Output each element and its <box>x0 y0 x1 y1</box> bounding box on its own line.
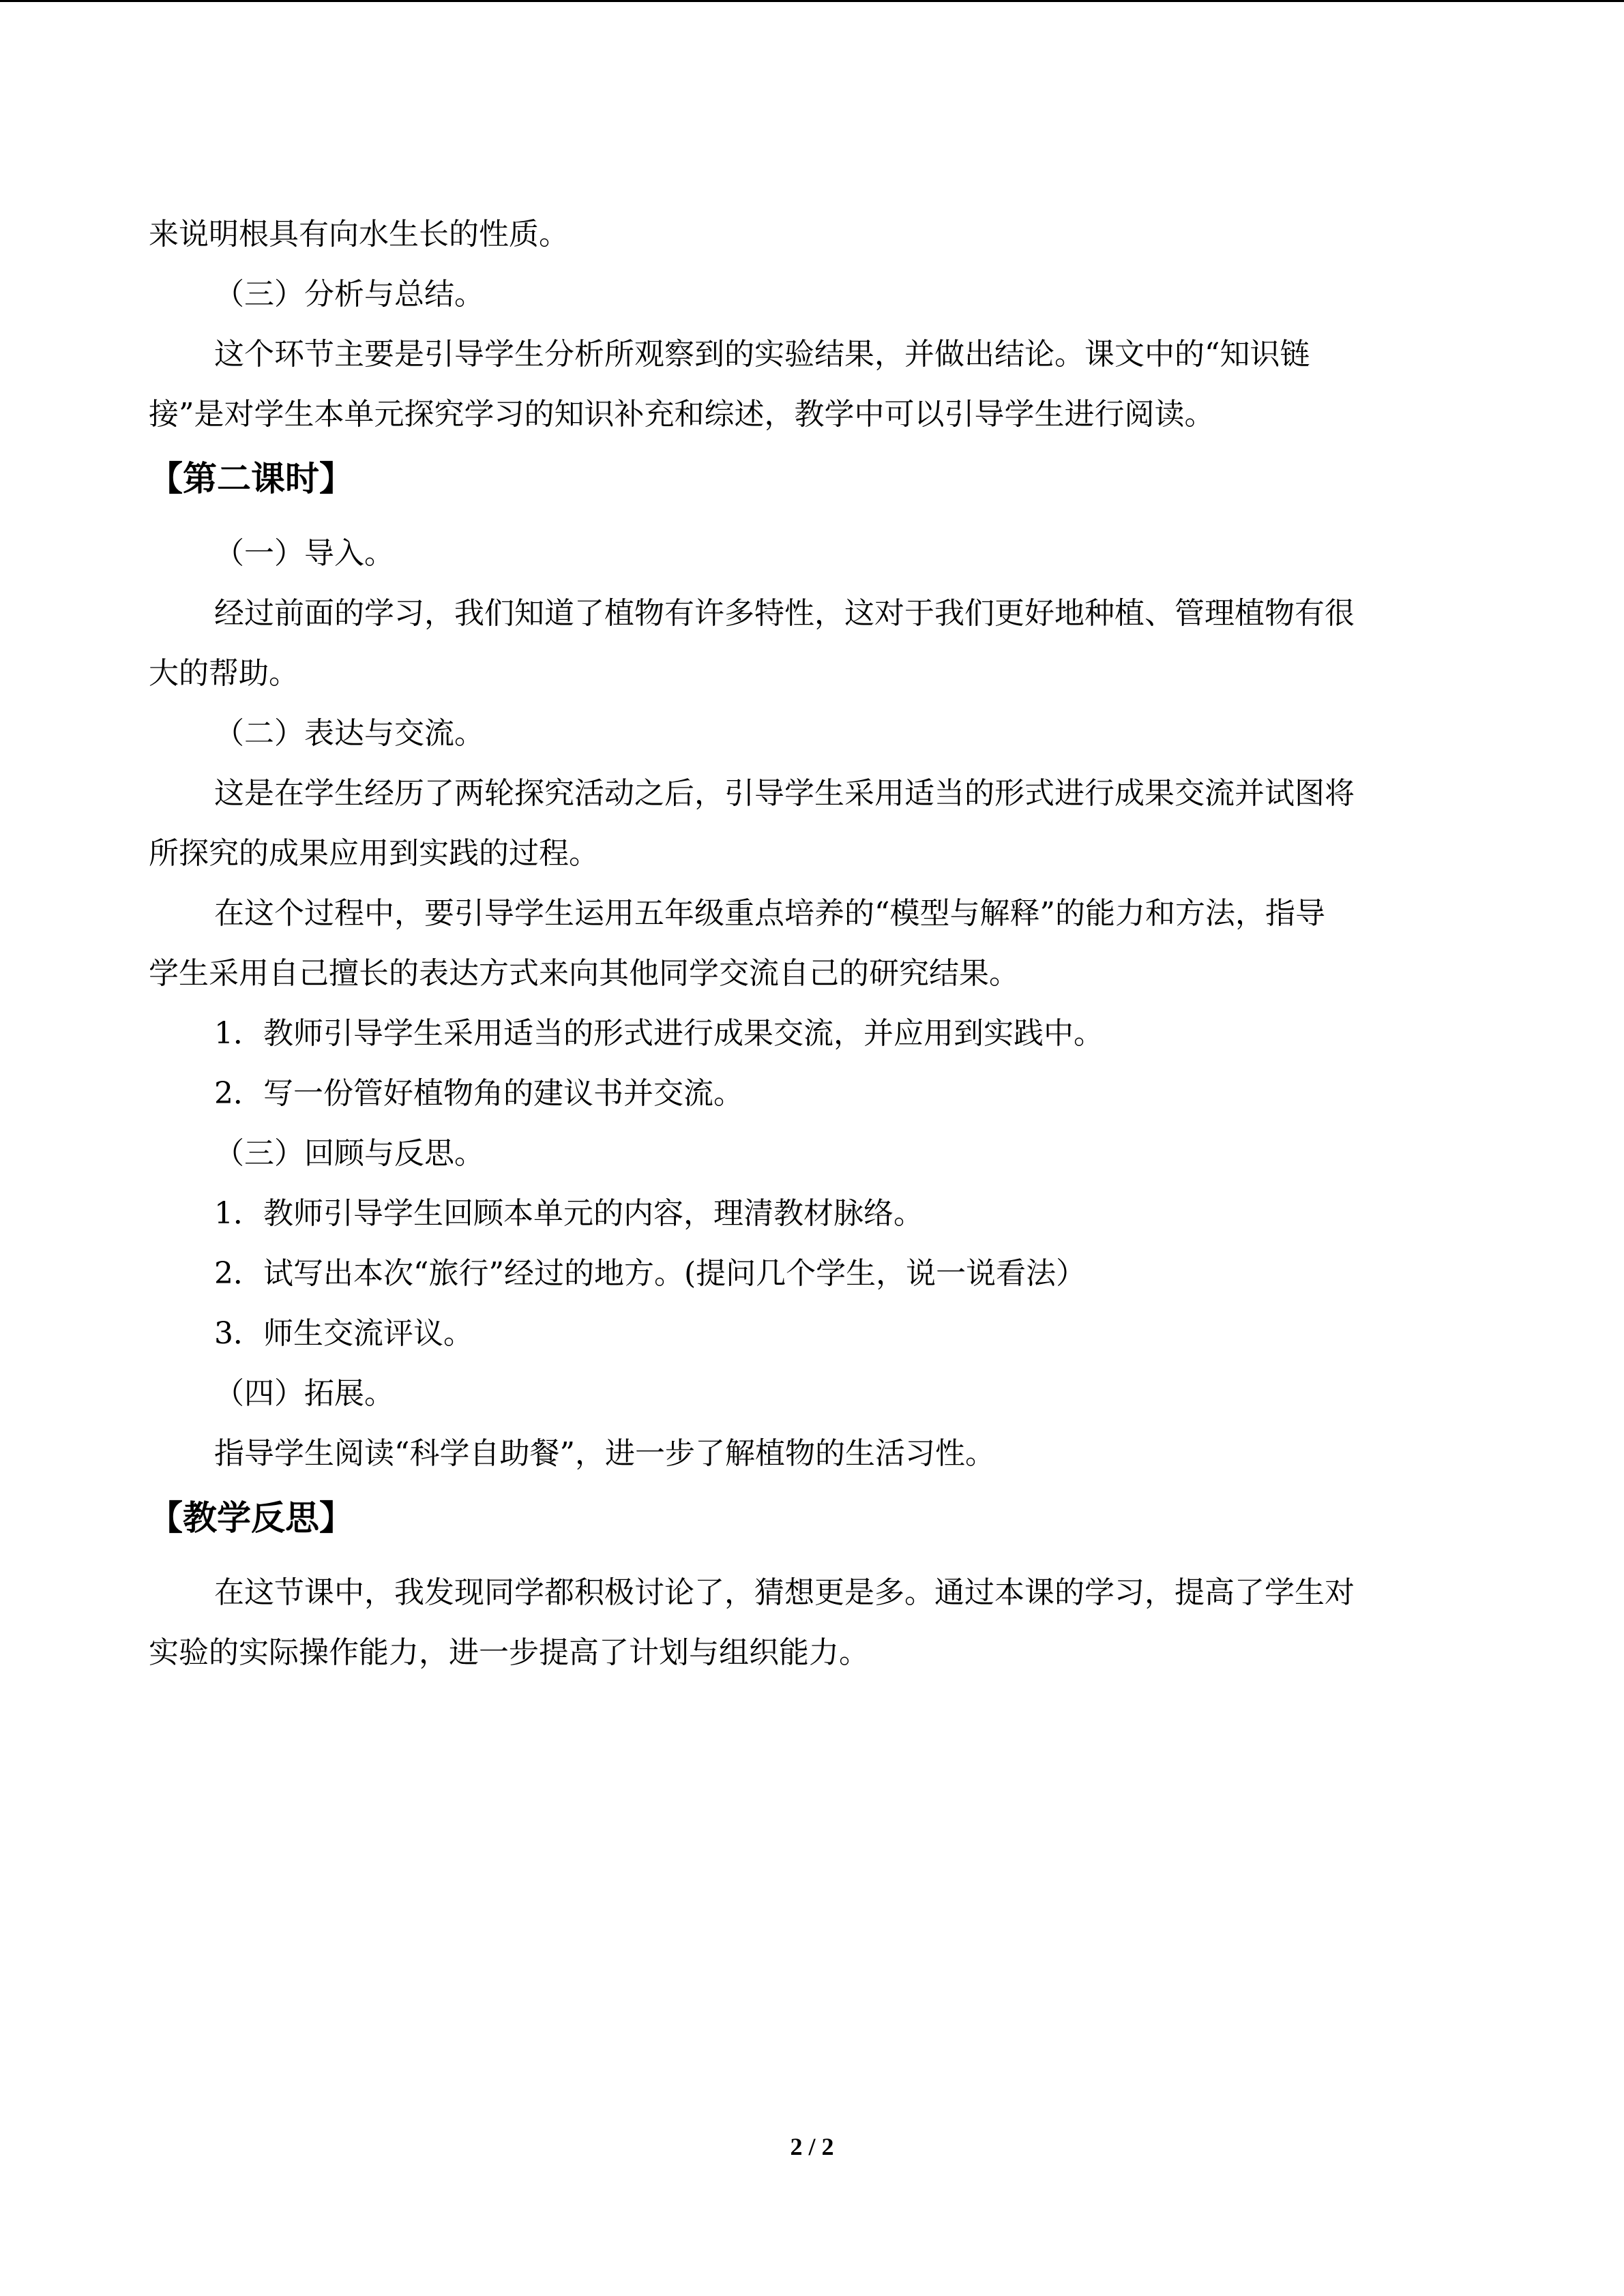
page-number: 2 / 2 <box>790 2133 834 2160</box>
section-subheading: （四）拓展。 <box>214 1376 394 1411</box>
paragraph-line: 大的帮助。 <box>149 656 299 691</box>
paragraph-line: 所探究的成果应用到实践的过程。 <box>149 836 599 871</box>
paragraph-line: 实验的实际操作能力，进一步提高了计划与组织能力。 <box>149 1635 869 1670</box>
paragraph-line: 指导学生阅读“科学自助餐”，进一步了解植物的生活习性。 <box>214 1436 995 1471</box>
paragraph-line: 来说明根具有向水生长的性质。 <box>149 217 569 252</box>
document-page-body <box>149 205 1458 1683</box>
section-heading-second-lesson: 【第二课时】 <box>149 459 353 498</box>
numbered-item: 1．教师引导学生回顾本单元的内容，理清教材脉络。 <box>214 1196 924 1231</box>
paragraph-line: 这个环节主要是引导学生分析所观察到的实验结果，并做出结论。课文中的“知识链 <box>214 337 1310 372</box>
numbered-item: 2．写一份管好植物角的建议书并交流。 <box>214 1076 743 1111</box>
section-subheading: （一）导入。 <box>214 536 394 571</box>
section-subheading: （三）分析与总结。 <box>214 277 484 312</box>
paragraph-line: 经过前面的学习，我们知道了植物有许多特性，这对于我们更好地种植、管理植物有很 <box>214 596 1355 631</box>
numbered-item: 2．试写出本次“旅行”经过的地方。(提问几个学生，说一说看法） <box>214 1256 1087 1291</box>
section-subheading: （二）表达与交流。 <box>214 716 484 751</box>
numbered-item: 3．师生交流评议。 <box>214 1316 473 1351</box>
section-heading-teaching-reflection: 【教学反思】 <box>149 1498 353 1538</box>
section-subheading: （三）回顾与反思。 <box>214 1136 484 1171</box>
paragraph-line: 在这个过程中，要引导学生运用五年级重点培养的“模型与解释”的能力和方法，指导 <box>214 896 1325 931</box>
paragraph-line: 接”是对学生本单元探究学习的知识补充和综述，教学中可以引导学生进行阅读。 <box>149 397 1215 432</box>
numbered-item: 1．教师引导学生采用适当的形式进行成果交流，并应用到实践中。 <box>214 1016 1104 1051</box>
paragraph-line: 在这节课中，我发现同学都积极讨论了，猜想更是多。通过本课的学习，提高了学生对 <box>214 1575 1355 1610</box>
paragraph-line: 学生采用自己擅长的表达方式来向其他同学交流自己的研究结果。 <box>149 956 1019 991</box>
paragraph-line: 这是在学生经历了两轮探究活动之后，引导学生采用适当的形式进行成果交流并试图将 <box>214 776 1355 811</box>
page-top-border <box>0 0 1624 2</box>
